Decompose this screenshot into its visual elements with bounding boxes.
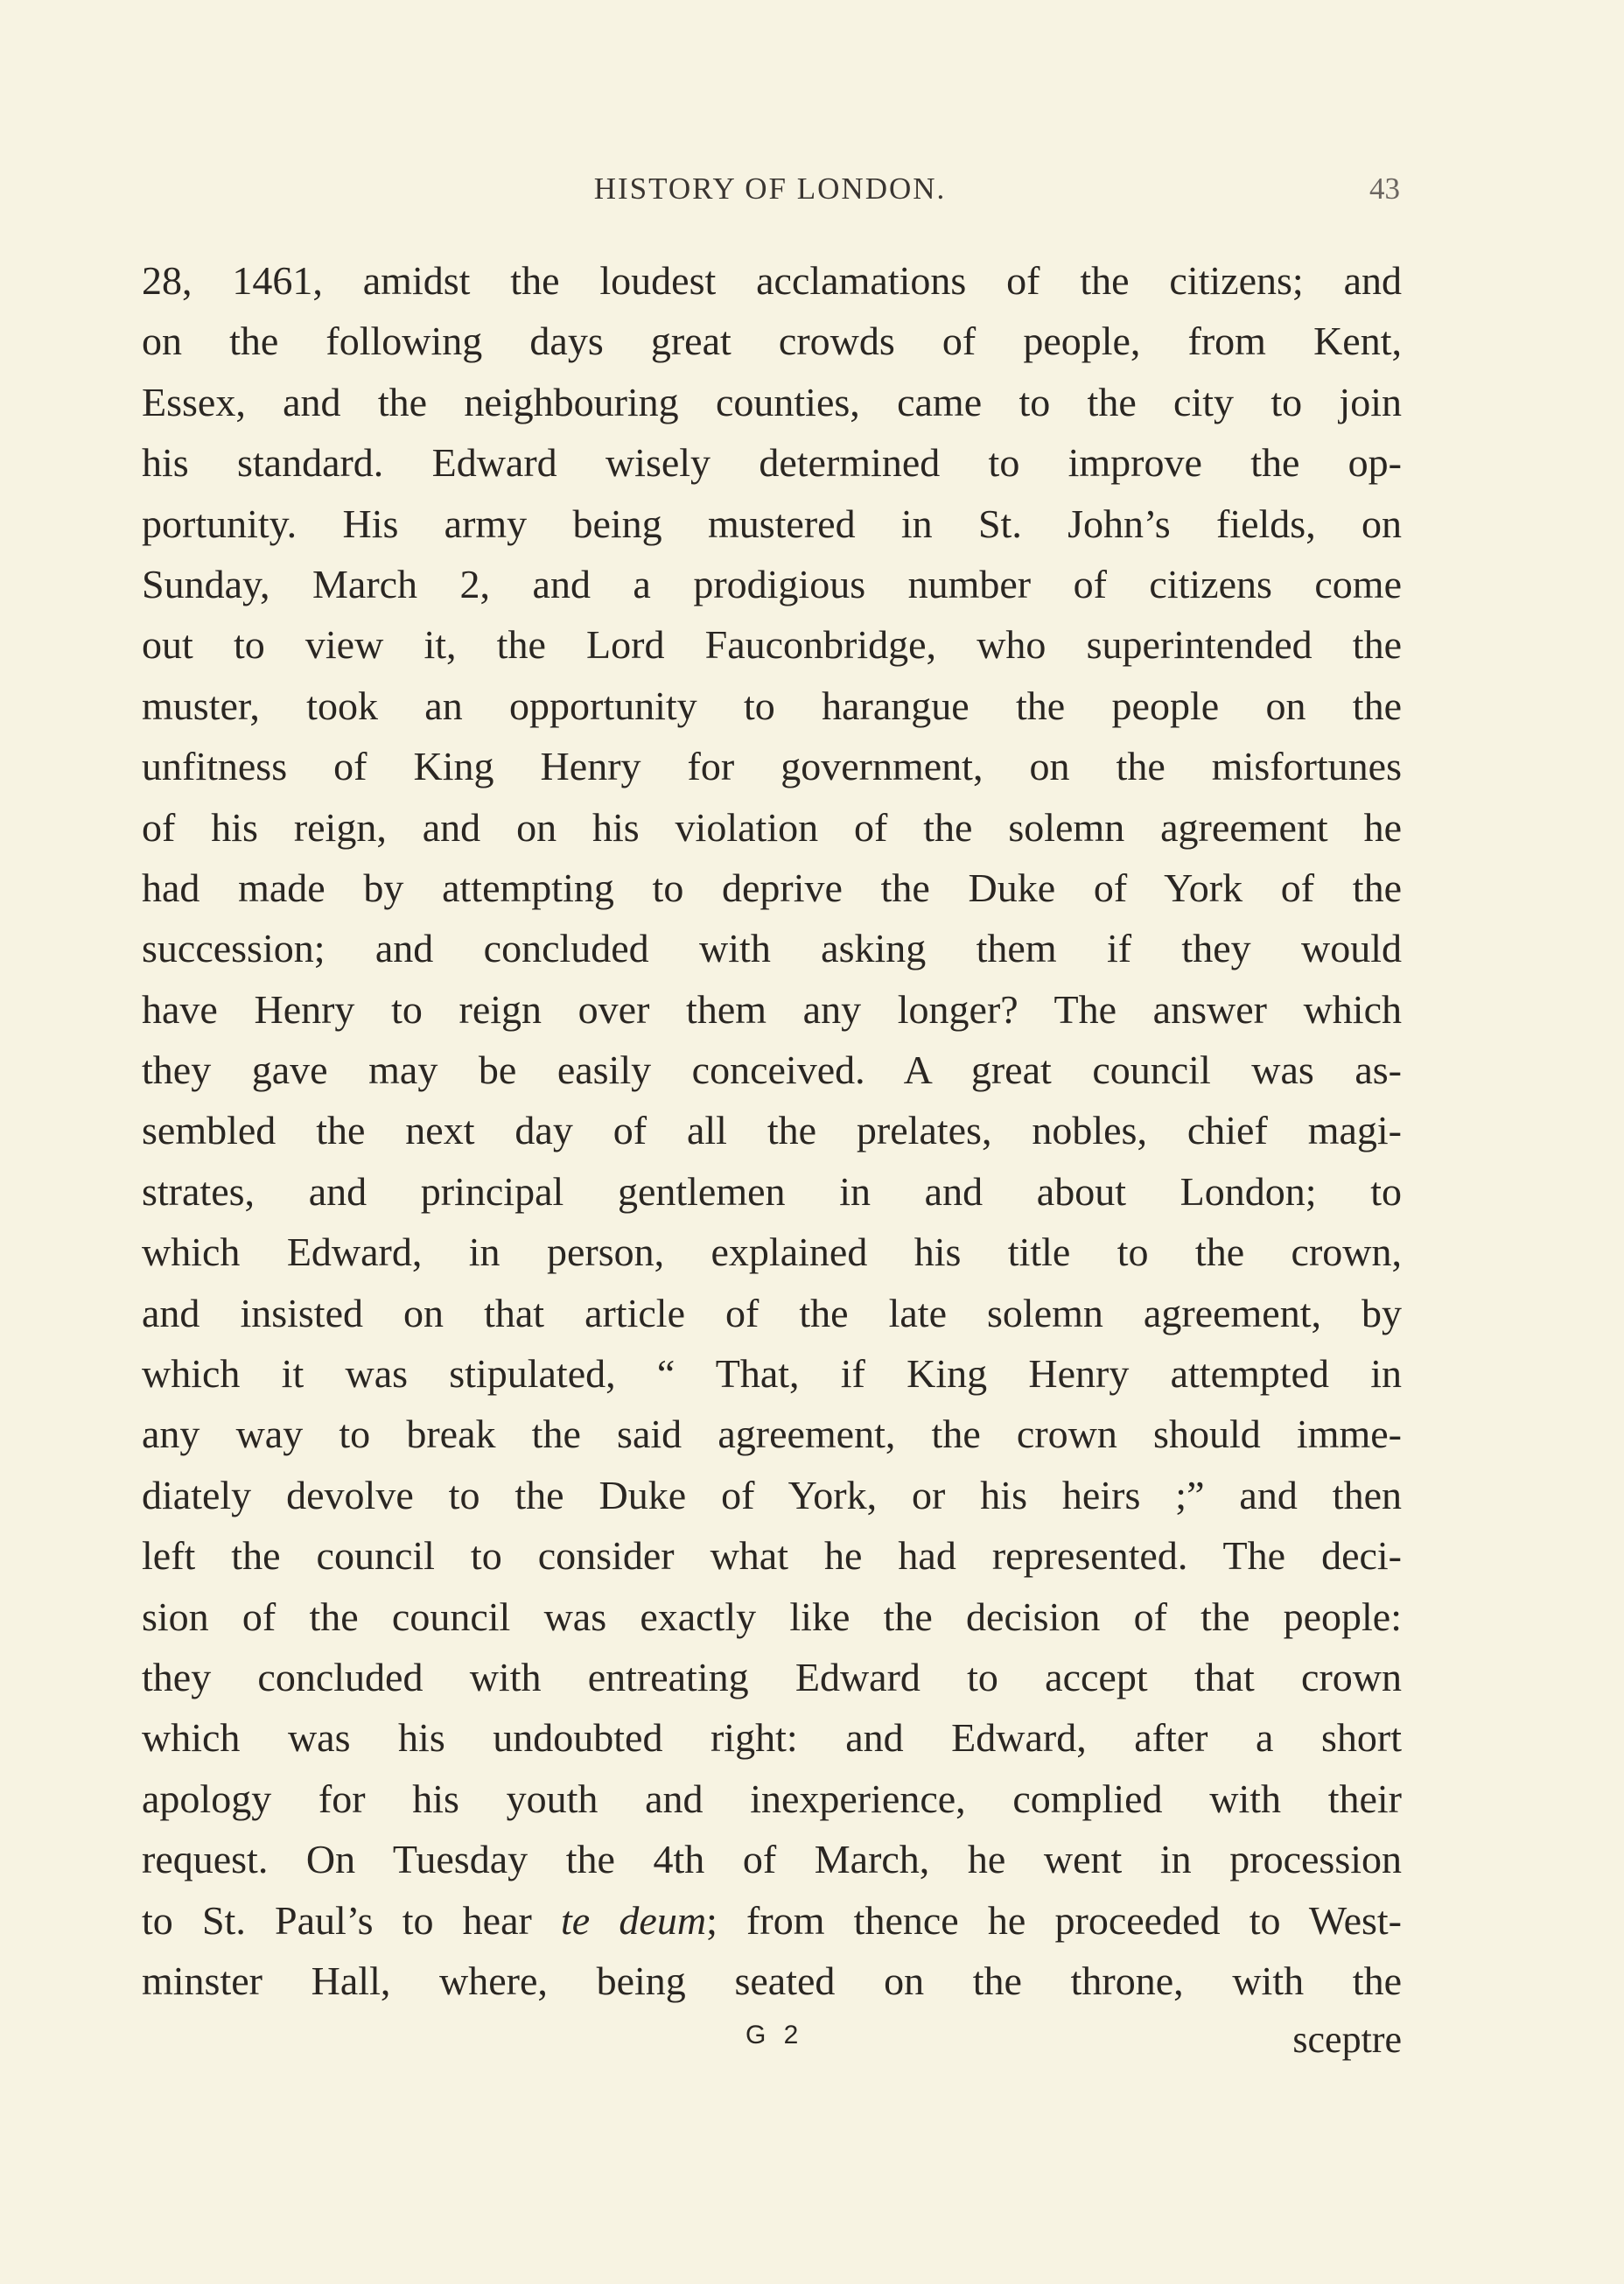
text-line: which Edward, in person, explained his title to the crown,: [142, 1230, 1402, 1275]
page-footer: [142, 2017, 1402, 2070]
text-line: Essex, and the neighbouring counties, came to the city to join: [142, 379, 1402, 424]
text-line: strates, and principal gentlemen in and about London; to: [142, 1168, 1402, 1214]
text-line: and insisted on that article of the late solemn agreement, by: [142, 1290, 1402, 1335]
text-line: on the following days great crowds of people, from Kent,: [142, 319, 1402, 364]
text-line: of his reign, and on his violation of the solemn agreement he: [142, 804, 1402, 850]
page-number: 43: [1369, 172, 1400, 206]
text-line: they gave may be easily conceived. A great council was as-: [142, 1047, 1402, 1093]
text-line: diately devolve to the Duke of York, or his heirs ;” and then: [142, 1472, 1402, 1517]
body-text: [142, 250, 1402, 2011]
text-segment: to St. Paul’s to hear: [142, 1897, 562, 1943]
text-line: they concluded with entreating Edward to accept that crown: [142, 1654, 1402, 1699]
text-line: succession; and concluded with asking them if they would: [142, 926, 1402, 971]
text-line: any way to break the said agreement, the crown should imme-: [142, 1412, 1402, 1457]
text-line: sion of the council was exactly like the decision of the people:: [142, 1594, 1402, 1639]
text-line: apology for his youth and inexperience, complied with their: [142, 1776, 1402, 1821]
text-line: minster Hall, where, being seated on the throne, with the: [142, 1958, 1402, 2003]
running-head: [140, 172, 1400, 214]
text-segment: ; from thence he proceeded to West-: [706, 1897, 1402, 1943]
text-line: had made by attempting to deprive the Duke of York of the: [142, 865, 1402, 910]
running-title: HISTORY OF LONDON.: [593, 172, 947, 206]
italic-phrase: te deum: [561, 1897, 707, 1943]
text-line: sembled the next day of all the prelates, nobles, chief magi-: [142, 1108, 1402, 1153]
text-line: left the council to consider what he had represented. The deci-: [142, 1533, 1402, 1579]
text-line: which it was stipulated, “ That, if King Henry attempted in: [142, 1351, 1402, 1397]
text-line: which was his undoubted right: and Edward, after a short: [142, 1715, 1402, 1761]
catchword: sceptre: [1292, 2018, 1402, 2061]
signature-mark: G 2: [746, 2021, 804, 2049]
text-line: unfitness of King Henry for government, on the misfortunes: [142, 744, 1402, 789]
text-line: portunity. His army being mustered in St. John’s fields, on: [142, 501, 1402, 546]
text-line-with-italic: [142, 1890, 1402, 1951]
text-line: Sunday, March 2, and a prodigious number of citizens come: [142, 561, 1402, 606]
text-line: muster, took an opportunity to harangue the people on the: [142, 683, 1402, 728]
text-line: 28, 1461, amidst the loudest acclamations of the citizens; and: [142, 258, 1402, 303]
text-line: out to view it, the Lord Fauconbridge, who superintended the: [142, 622, 1402, 668]
text-line: request. On Tuesday the 4th of March, he went in procession: [142, 1837, 1402, 1882]
text-line: his standard. Edward wisely determined to improve the op-: [142, 440, 1402, 486]
text-line: have Henry to reign over them any longer? The answer which: [142, 986, 1402, 1032]
